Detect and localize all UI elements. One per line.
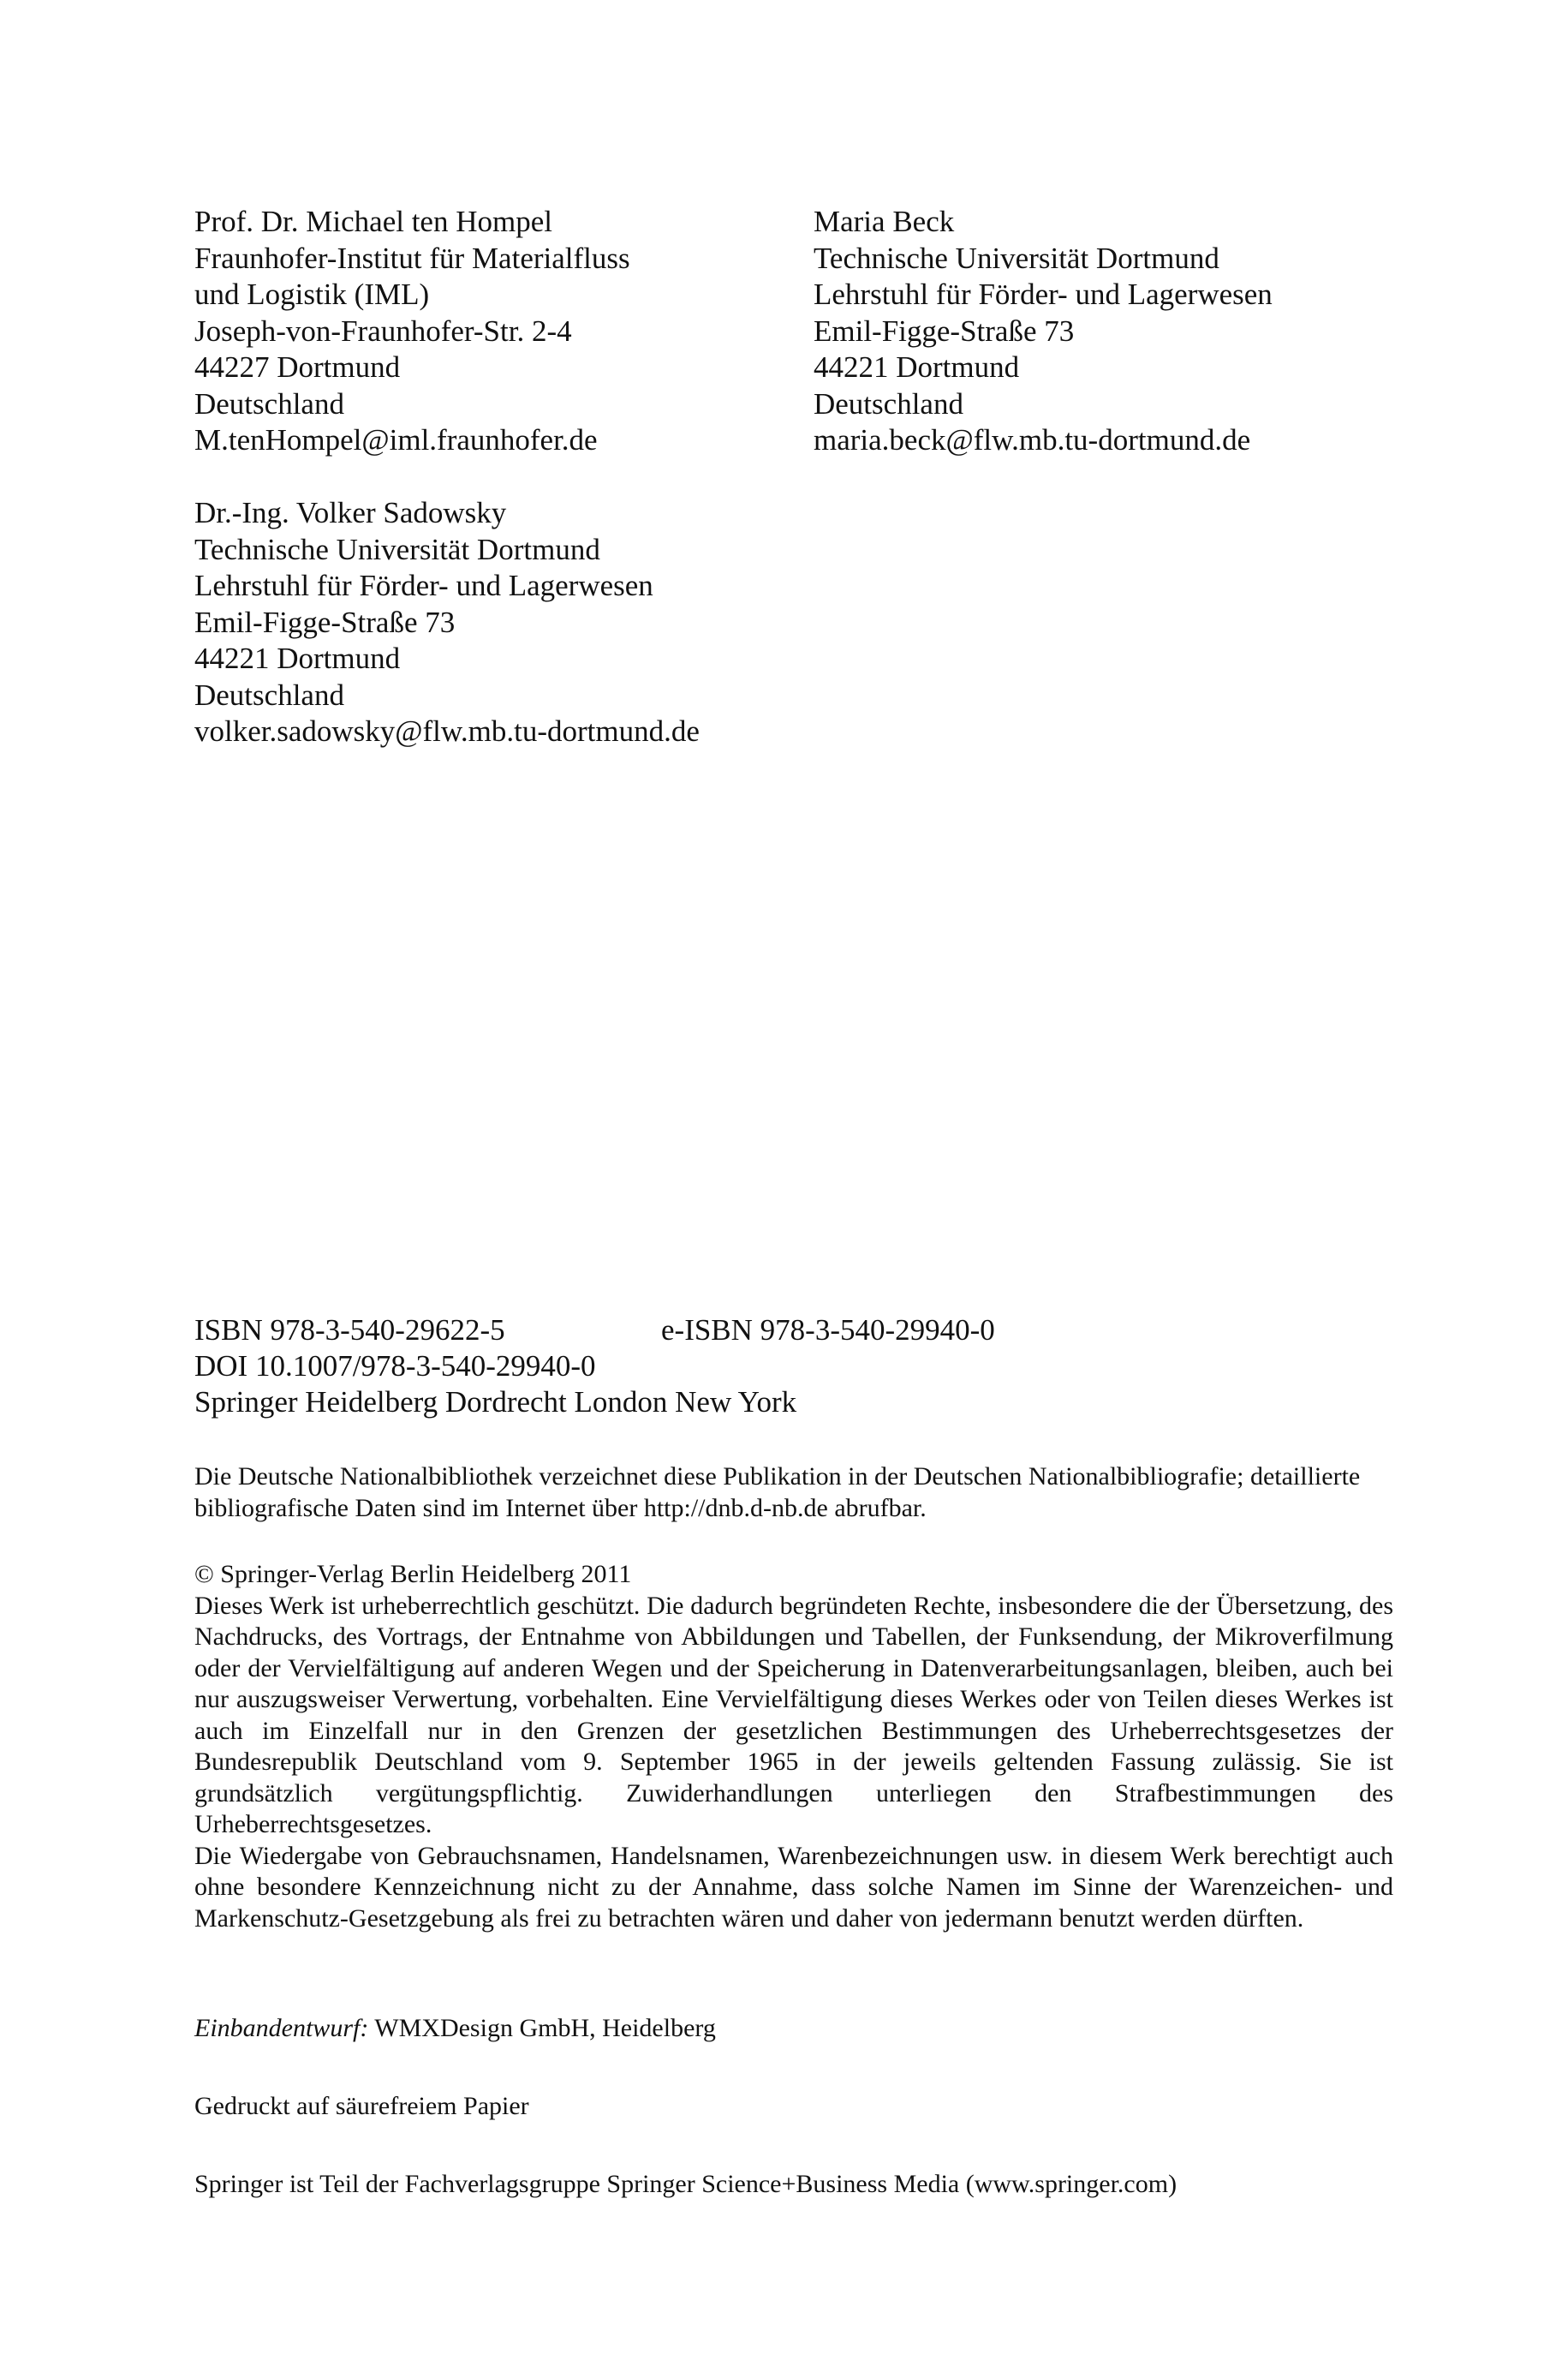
author-name: Maria Beck bbox=[814, 205, 955, 238]
copyright-rights-text: Dieses Werk ist urheberrechtlich geschützt. Die dadurch begründeten Rechte, insbesondere die der Übersetzung, des Nachdrucks, des Vortrags, der Entnahme von Abbildungen und Tabellen, der Funksendung, der Mikroverfilmung oder der Vervielfältigung auf anderen Wegen und der Speicherung in Datenverarbeitungsanlagen, bleiben, auch bei nur auszugsweiser Verwertung, vorbehalten. Eine Vervielfältigung dieses Werkes oder von Teilen dieses Werkes ist auch im Einzelfall nur in den Grenzen der gesetzlichen Bestimmungen des Urheberrechtsgesetzes der Bundesrepublik Deutschland vom 9. September 1965 in der jeweils geltenden Fassung zulässig. Sie ist grundsätzlich vergütungspflichtig. Zuwiderhandlungen unterliegen den Strafbestimmungen des Urheberrechtsgesetzes. bbox=[194, 1591, 1393, 1838]
author-country: Deutschland bbox=[194, 678, 344, 712]
publisher-cities: Springer Heidelberg Dordrecht London New York bbox=[194, 1385, 797, 1419]
author-street: Emil-Figge-Straße 73 bbox=[814, 314, 1075, 348]
isbn-print: ISBN 978-3-540-29622-5 bbox=[194, 1313, 505, 1347]
author-city: 44227 Dortmund bbox=[194, 350, 401, 384]
publisher-group-note: Springer ist Teil der Fachverlagsgruppe Springer Science+Business Media (www.springer.com) bbox=[194, 2170, 1177, 2198]
author-address-beck bbox=[814, 204, 1273, 459]
isbn-block bbox=[194, 1312, 1393, 1420]
author-email: maria.beck@flw.mb.tu-dortmund.de bbox=[814, 423, 1251, 457]
author-country: Deutschland bbox=[194, 386, 344, 421]
author-city: 44221 Dortmund bbox=[814, 350, 1020, 384]
cover-design-label: Einbandentwurf: bbox=[194, 2014, 369, 2042]
copyright-block bbox=[194, 1559, 1393, 1934]
author-street: Emil-Figge-Straße 73 bbox=[194, 605, 456, 639]
author-department: Lehrstuhl für Förder- und Lagerwesen bbox=[814, 278, 1273, 311]
author-institution: Technische Universität Dortmund bbox=[814, 241, 1219, 275]
isbn-row bbox=[194, 1312, 1393, 1348]
author-name: Prof. Dr. Michael ten Hompel bbox=[194, 205, 552, 238]
copyright-notice: © Springer-Verlag Berlin Heidelberg 2011 bbox=[194, 1560, 632, 1588]
author-email: M.tenHompel@iml.fraunhofer.de bbox=[194, 423, 598, 457]
author-country: Deutschland bbox=[814, 386, 963, 421]
author-city: 44221 Dortmund bbox=[194, 642, 401, 675]
author-institution: Fraunhofer-Institut für Materialfluss bbox=[194, 241, 630, 275]
author-name: Dr.-Ing. Volker Sadowsky bbox=[194, 496, 507, 529]
author-department: Lehrstuhl für Förder- und Lagerwesen bbox=[194, 569, 653, 602]
copyright-trademark-text: Die Wiedergabe von Gebrauchsnamen, Handelsnamen, Warenbezeichnungen usw. in diesem Werk berechtigt auch ohne besondere Kennzeichnung nicht zu der Annahme, dass solche Namen im Sinne der Warenzeichen- und Markenschutz-Gesetzgebung als frei zu betrachten wären und daher von jedermann benutzt werden dürften. bbox=[194, 1841, 1393, 1933]
paper-note: Gedruckt auf säurefreiem Papier bbox=[194, 2092, 529, 2120]
author-email: volker.sadowsky@flw.mb.tu-dortmund.de bbox=[194, 714, 700, 748]
author-institution: Technische Universität Dortmund bbox=[194, 532, 600, 566]
dnb-note: Die Deutsche Nationalbibliothek verzeichnet diese Publikation in der Deutschen Nationalbibliografie; detaillierte bibliografische Daten sind im Internet über http://dnb.d-nb.de abrufbar. bbox=[194, 1462, 1361, 1522]
doi: DOI 10.1007/978-3-540-29940-0 bbox=[194, 1349, 596, 1383]
author-institution-line-2: und Logistik (IML) bbox=[194, 278, 430, 311]
cover-design-credit bbox=[194, 2013, 1393, 2045]
isbn-electronic: e-ISBN 978-3-540-29940-0 bbox=[661, 1313, 995, 1347]
author-address-ten-hompel bbox=[194, 204, 630, 459]
author-address-sadowsky bbox=[194, 495, 700, 750]
author-street: Joseph-von-Fraunhofer-Str. 2-4 bbox=[194, 314, 572, 348]
cover-design-value: WMXDesign GmbH, Heidelberg bbox=[374, 2014, 716, 2042]
